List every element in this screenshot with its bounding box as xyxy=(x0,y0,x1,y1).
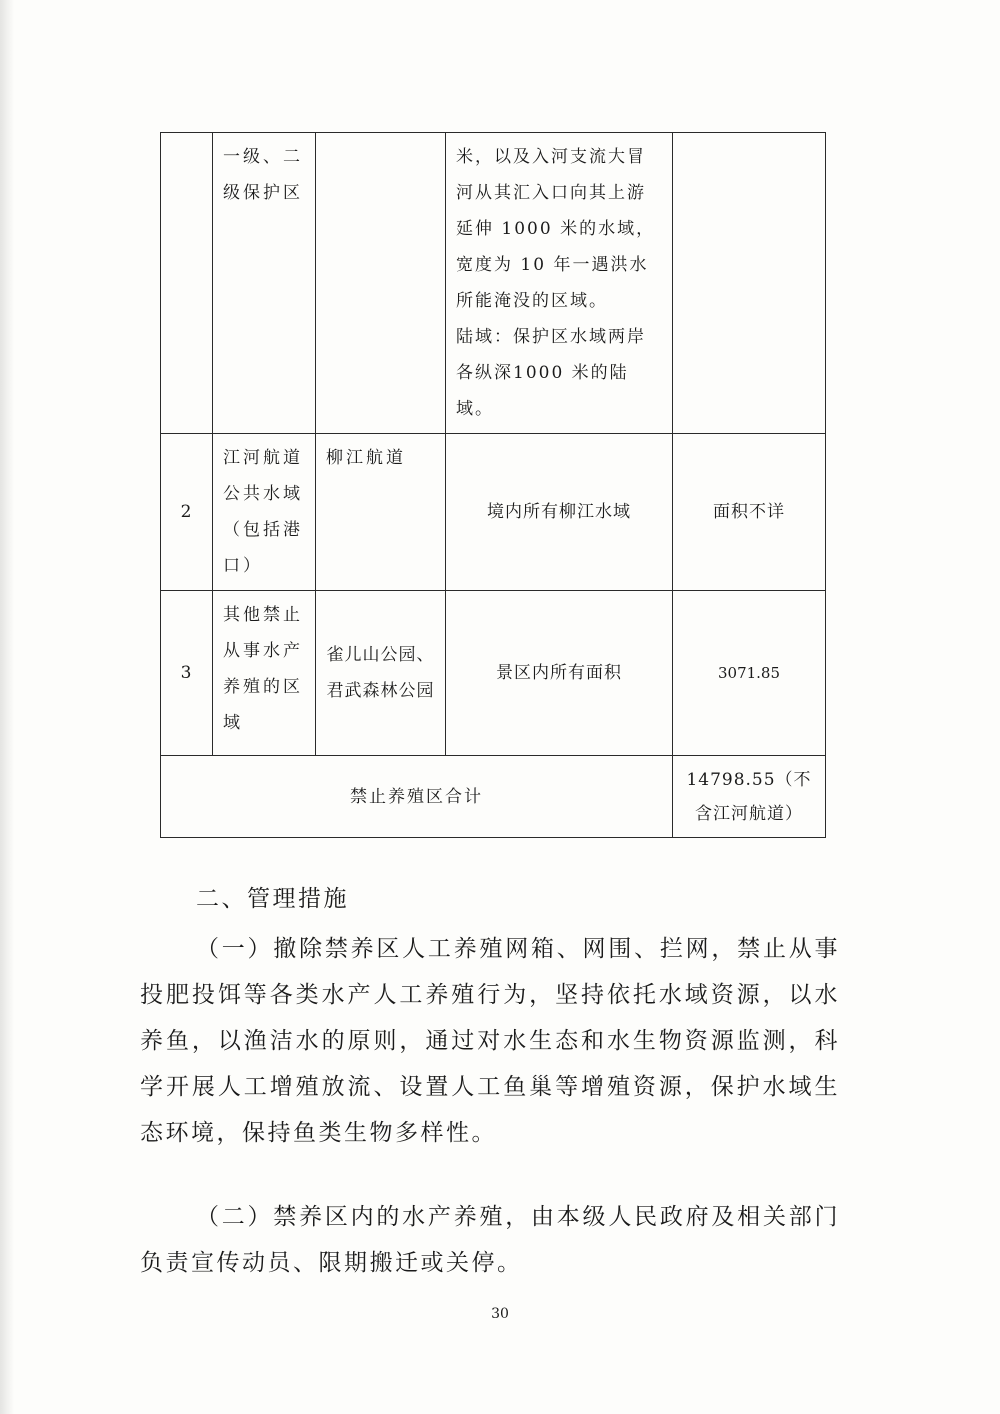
scope-line: 陆域：保护区水域两岸 xyxy=(456,327,646,347)
table-cell-no: 2 xyxy=(161,434,213,591)
table-cell-area xyxy=(673,133,826,434)
table-cell-type: 一级、二级保护区 xyxy=(213,133,316,434)
scope-line: 河从其汇入口向其上游 xyxy=(456,183,646,203)
table-cell-type: 江河航道公共水域（包括港口） xyxy=(213,434,316,591)
table-cell-name: 雀儿山公园、君武森林公园 xyxy=(316,591,446,756)
table-row xyxy=(161,434,826,591)
scope-line: 所能淹没的区域。 xyxy=(456,291,608,311)
scope-line: 米，以及入河支流大冒 xyxy=(456,147,646,167)
total-label: 禁止养殖区合计 xyxy=(161,756,673,838)
table-cell-area: 面积不详 xyxy=(673,434,826,591)
table-cell-area: 3071.85 xyxy=(673,591,826,756)
scope-line: 宽度为 10 年一遇洪水 xyxy=(456,255,649,275)
paragraph-1: （一）撤除禁养区人工养殖网箱、网围、拦网，禁止从事投肥投饵等各类水产人工养殖行为，坚持依托水域资源，以水养鱼，以渔洁水的原则，通过对水生态和水生物资源监测，科学开展人工增殖放流、设置人工鱼巢等增殖资源，保护水域生态环境，保持鱼类生物多样性。 xyxy=(140,936,840,1146)
table-cell-type: 其他禁止从事水产养殖的区域 xyxy=(213,591,316,756)
table-cell-no: 3 xyxy=(161,591,213,756)
table-total-row xyxy=(161,756,826,838)
table-cell-name xyxy=(316,133,446,434)
table-cell-no xyxy=(161,133,213,434)
prohibited-area-table xyxy=(160,132,826,838)
page-number: 30 xyxy=(491,1306,509,1322)
scan-edge-shadow xyxy=(0,0,14,1414)
total-value: 14798.55（不含江河航道） xyxy=(673,756,826,838)
scope-line: 延伸 1000 米的水域， xyxy=(456,219,656,239)
table-cell-scope: 境内所有柳江水域 xyxy=(446,434,673,591)
table-cell-name: 柳江航道 xyxy=(316,434,446,591)
section-heading: 二、管理措施 xyxy=(196,886,349,912)
table-row xyxy=(161,591,826,756)
scope-line: 各纵深1000 米的陆域。 xyxy=(456,363,629,419)
paragraph-2: （二）禁养区内的水产养殖，由本级人民政府及相关部门负责宣传动员、限期搬迁或关停。 xyxy=(140,1204,840,1276)
table-cell-scope: 景区内所有面积 xyxy=(446,591,673,756)
table-cell-scope xyxy=(446,133,673,434)
scope-lines xyxy=(456,139,662,427)
table-row xyxy=(161,133,826,434)
